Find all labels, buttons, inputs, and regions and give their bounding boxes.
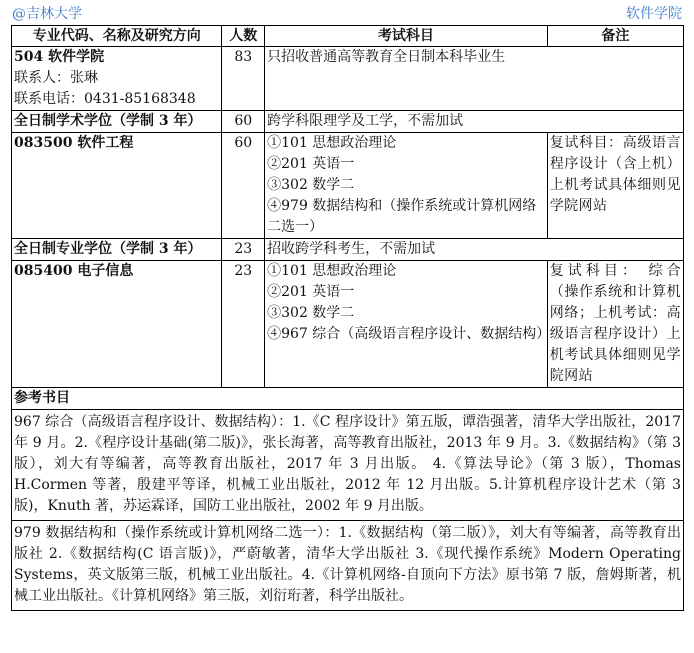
major-electronic-information: 085400 电子信息 [12,261,222,388]
school-info [12,47,222,111]
school-contact: 联系人：张琳 [14,70,98,86]
table-header-row [12,26,684,47]
major-row-electronic-information [12,261,684,388]
exam-subjects-software-engineering [265,133,548,239]
note-electronic-information: 复试科目： 综合（操作系统和计算机网络；上机考试：高级语言程序设计）上机考试具体细则见学院网站 [547,261,683,388]
references-title: 参考书目 [12,388,684,410]
academic-degree-count: 60 [222,111,265,133]
academic-degree-title: 全日制学术学位（学制 3 年） [12,111,222,133]
references-title-row [12,388,684,410]
college-header: 软件学院 [626,6,682,22]
exam-subject: ③302 数学二 [267,305,355,321]
school-name: 504 软件学院 [14,49,105,65]
school-remark: 只招收普通高等教育全日制本科毕业生 [265,47,684,111]
col-header-subjects: 考试科目 [265,26,548,47]
exam-subject: ①101 思想政治理论 [267,263,397,279]
major-software-engineering: 083500 软件工程 [12,133,222,239]
note-software-engineering: 复试科目：高级语言程序设计（含上机） 上机考试具体细则见学院网站 [547,133,683,239]
university-header: @吉林大学 [12,6,82,22]
professional-degree-row [12,239,684,261]
major-electronic-information-count: 23 [222,261,265,388]
exam-subject: ③302 数学二 [267,177,355,193]
references-967-row [12,410,684,521]
school-count: 83 [222,47,265,111]
admissions-table [11,25,684,611]
professional-degree-remark: 招收跨学科考生，不需加试 [265,239,684,261]
references-967: 967 综合（高级语言程序设计、数据结构）：1.《C 程序设计》第五版，谭浩强著，清华大学出版社，2017 年 9 月。2.《程序设计基础(第二版)》，张长海著，高等教育出版社，2013 年 9 月。3.《数据结构》（第 3 版），刘大有等编著，高等教育出版社，2017 年 3 月出版。 4.《算法导论》（第 3 版），Thomas H.Cormen 等著，殷建平等译，机械工业出版社，2012 年 12 月出版。5.计算机程序设计艺术（第 3 版)，Knuth 著，苏运霖译，国防工业出版社，2002 年 9 月出版。 [12,410,684,521]
academic-degree-row [12,111,684,133]
school-phone: 联系电话：0431-85168348 [14,91,196,107]
exam-subject: ④967 综合（高级语言程序设计、数据结构） [267,326,551,342]
col-header-remarks: 备注 [547,26,683,47]
professional-degree-count: 23 [222,239,265,261]
exam-subject: ②201 英语一 [267,284,355,300]
exam-subjects-electronic-information [265,261,551,388]
major-software-engineering-count: 60 [222,133,265,239]
professional-degree-title: 全日制专业学位（学制 3 年） [12,239,222,261]
school-row [12,47,684,111]
exam-subject: ①101 思想政治理论 [267,135,397,151]
references-979: 979 数据结构和（操作系统或计算机网络二选一）：1.《数据结构（第二版）》，刘大有等编著，高等教育出版社 2.《数据结构(C 语言版)》，严蔚敏著，清华大学出版社 3.《现代操作系统》Modern Operating Systems，英文版第三版，机械工业出版社。4.《计算机网络-自顶向下方法》原书第 7 版，詹姆斯著，机械工业出版社。《计算机网络》第三版，刘衍珩著，科学出版社。 [12,521,684,611]
academic-degree-remark: 跨学科限理学及工学，不需加试 [265,111,684,133]
col-header-major: 专业代码、名称及研究方向 [12,26,222,47]
col-header-count: 人数 [222,26,265,47]
major-row-software-engineering [12,133,684,239]
references-979-row [12,521,684,611]
exam-subject: ②201 英语一 [267,156,355,172]
exam-subject: ④979 数据结构和（操作系统或计算机网络二选一） [267,198,537,235]
